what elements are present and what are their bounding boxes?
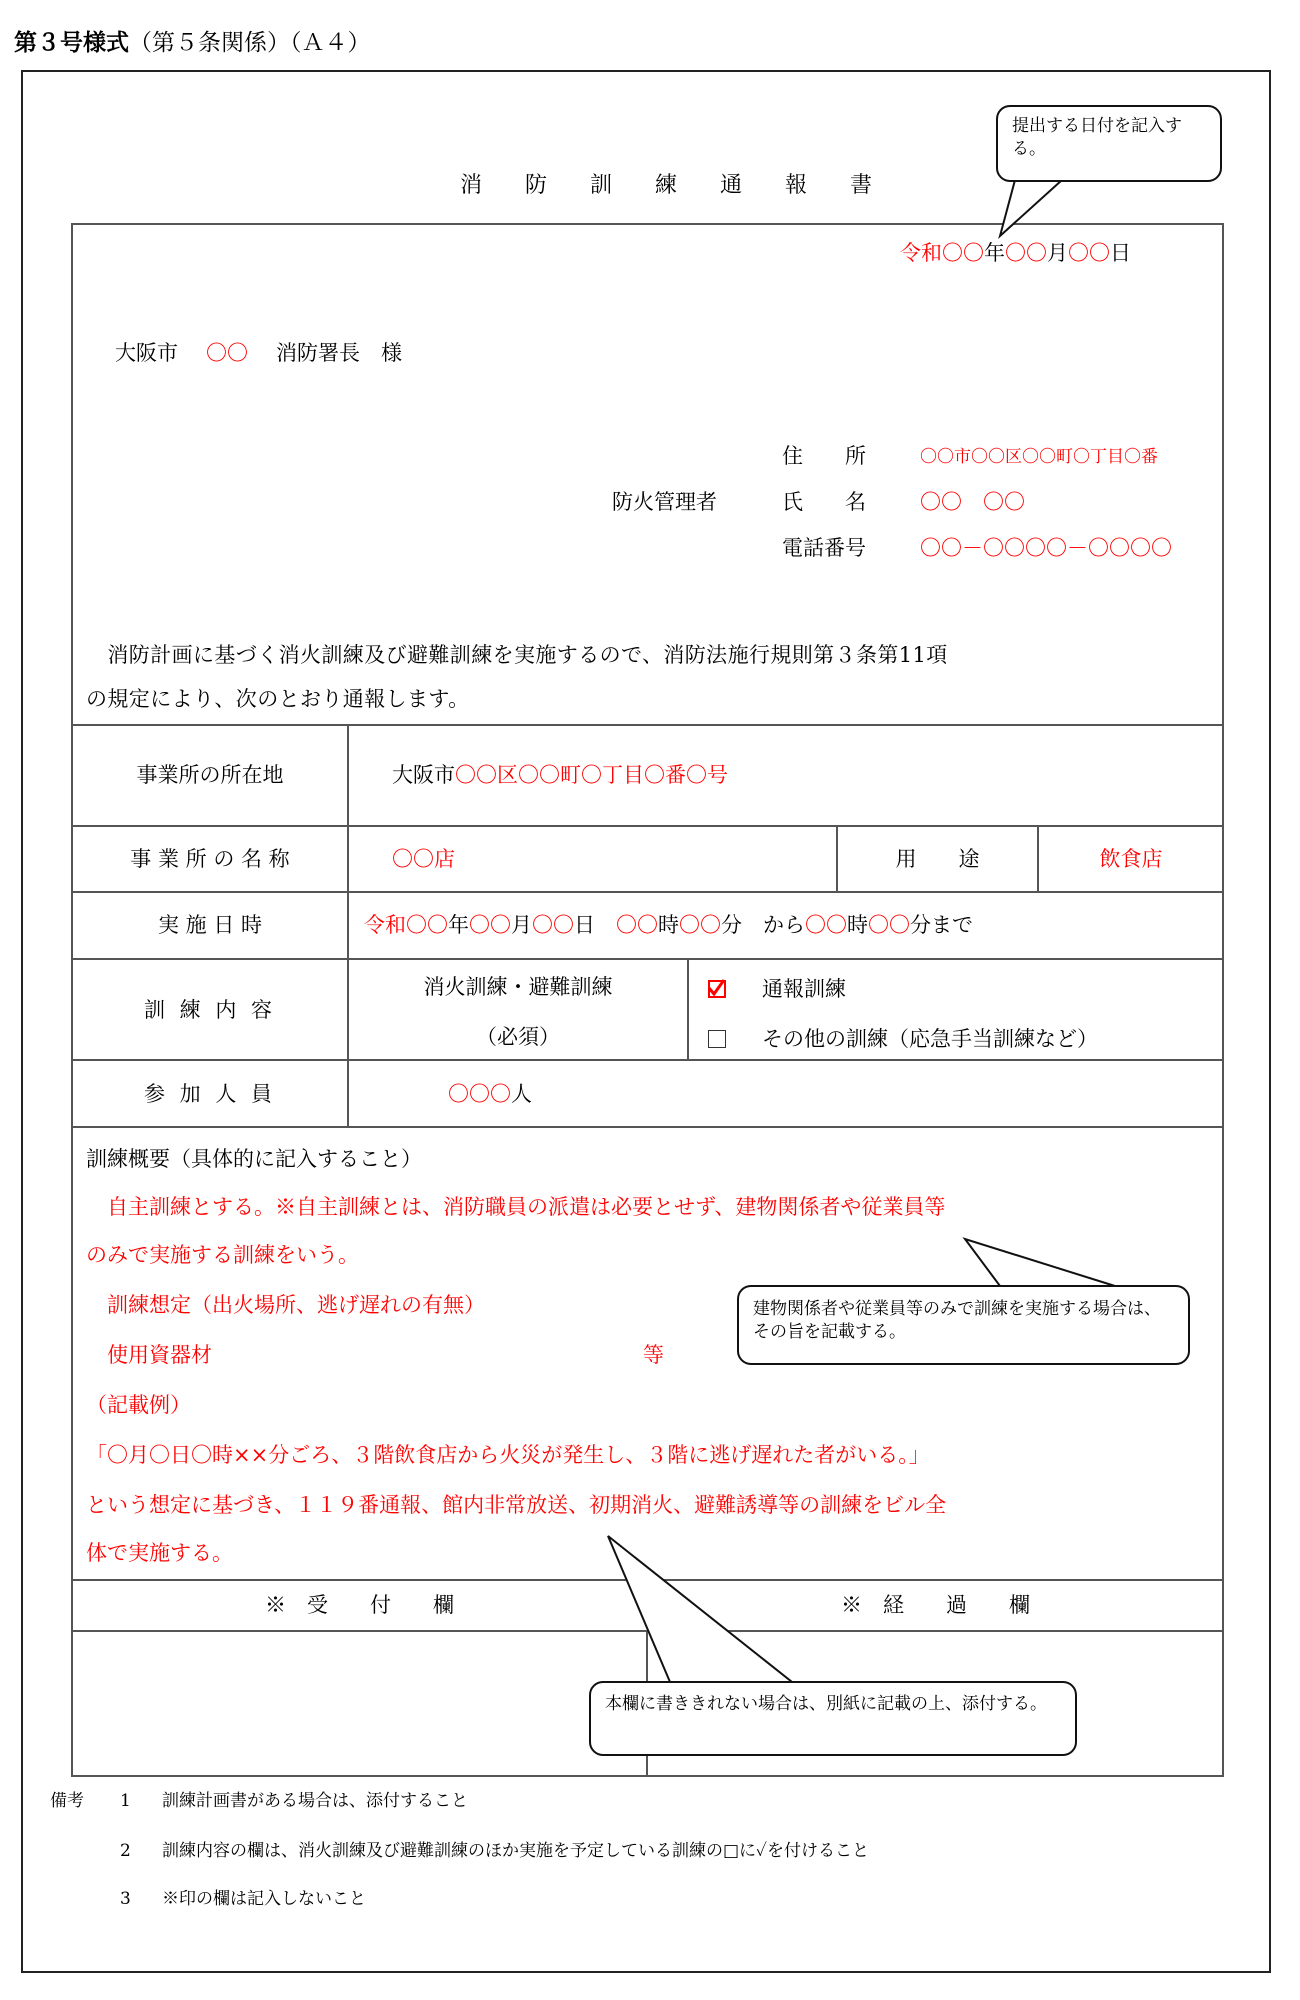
location-detail: 〇〇区〇〇町〇丁目〇番〇号 — [455, 763, 728, 787]
phone-value[interactable]: 〇〇－〇〇〇〇－〇〇〇〇 — [920, 536, 1172, 560]
location-city: 大阪市 — [392, 763, 455, 787]
summary-line-7[interactable]: という想定に基づき、１１９番通報、館内非常放送、初期消火、避難誘導等の訓練をビル全 — [86, 1493, 947, 1517]
summary-etc: 等 — [643, 1343, 664, 1367]
datetime-part: 時 — [658, 913, 679, 937]
fire-manager-label: 防火管理者 — [612, 490, 717, 514]
summary-line-8[interactable]: 体で実施する。 — [86, 1541, 233, 1565]
callout-overflow: 本欄に書ききれない場合は、別紙に記載の上、添付する。 — [589, 1681, 1077, 1756]
summary-line-5[interactable]: （記載例） — [86, 1393, 191, 1417]
summary-line-4[interactable]: 使用資器材 — [86, 1343, 212, 1367]
business-name-value[interactable]: 〇〇店 — [392, 847, 455, 871]
form-number: 第３号様式 — [14, 30, 129, 56]
summary-heading: 訓練概要（具体的に記入すること） — [86, 1147, 422, 1171]
note-text-3: ※印の欄は記入しないこと — [162, 1889, 366, 1909]
summary-line-2[interactable]: のみで実施する訓練をいう。 — [86, 1243, 359, 1267]
address-label: 住 所 — [782, 444, 866, 468]
note-number-3: 3 — [120, 1889, 131, 1909]
note-number-1: 1 — [120, 1791, 131, 1811]
option-other-training-label: その他の訓練（応急手当訓練など） — [762, 1027, 1098, 1051]
summary-line-1[interactable]: 自主訓練とする。※自主訓練とは、消防職員の派遣は必要とせず、建物関係者や従業員等 — [86, 1195, 946, 1219]
date-year: 〇〇 — [942, 241, 984, 265]
addressee-suffix: 消防署長 様 — [276, 341, 402, 365]
callout-date: 提出する日付を記入する。 — [996, 105, 1222, 182]
datetime-part: 〇〇 — [532, 913, 574, 937]
phone-label: 電話番号 — [782, 536, 866, 560]
datetime-part: 分 から — [721, 913, 805, 937]
date-month-unit: 月 — [1047, 241, 1068, 265]
participants-label: 参 加 人 員 — [143, 1082, 277, 1106]
intro-line-1: 消防計画に基づく消火訓練及び避難訓練を実施するので、消防法施行規則第３条第11項 — [86, 643, 948, 667]
datetime-part: 月 — [511, 913, 532, 937]
notes-label: 備考 — [50, 1791, 84, 1811]
datetime-part: 〇〇 — [679, 913, 721, 937]
date-day: 〇〇 — [1068, 241, 1110, 265]
location-label: 事業所の所在地 — [136, 763, 284, 787]
name-label: 氏 名 — [782, 490, 866, 514]
callout-self-training: 建物関係者や従業員等のみで訓練を実施する場合は、その旨を記載する。 — [737, 1285, 1190, 1365]
addressee-station[interactable]: 〇〇 — [206, 341, 248, 365]
datetime-part: 〇〇 — [616, 913, 658, 937]
datetime-part: 日 — [574, 913, 616, 937]
participants-unit: 人 — [511, 1082, 532, 1106]
datetime-part: 年 — [448, 913, 469, 937]
training-content-label: 訓 練 内 容 — [143, 998, 277, 1022]
datetime-part: 時 — [847, 913, 868, 937]
document-title: 消 防 訓 練 通 報 書 — [460, 173, 890, 198]
datetime-part: 〇〇 — [469, 913, 511, 937]
intro-line-2: の規定により、次のとおり通報します。 — [86, 687, 470, 711]
datetime-label: 実 施 日 時 — [157, 913, 263, 937]
summary-line-3[interactable]: 訓練想定（出火場所、逃げ遅れの有無） — [86, 1293, 485, 1317]
date-year-unit: 年 — [984, 241, 1005, 265]
date-month: 〇〇 — [1005, 241, 1047, 265]
datetime-part: 〇〇 — [868, 913, 910, 937]
note-number-2: 2 — [120, 1841, 131, 1861]
reception-column-label: ※ 受 付 欄 — [265, 1593, 454, 1617]
use-value[interactable]: 飲食店 — [1099, 847, 1163, 871]
required-note: （必須） — [476, 1025, 560, 1049]
required-training: 消火訓練・避難訓練 — [423, 975, 613, 999]
datetime-part: 分まで — [910, 913, 973, 937]
progress-column-label: ※ 経 過 欄 — [841, 1593, 1030, 1617]
use-label: 用 途 — [895, 847, 980, 871]
addressee-city: 大阪市 — [115, 341, 178, 365]
participants-count: 〇〇〇 — [448, 1082, 511, 1106]
date-era: 令和 — [900, 241, 942, 265]
datetime-part: 〇〇 — [805, 913, 847, 937]
name-value[interactable]: 〇〇 〇〇 — [920, 490, 1025, 514]
address-value[interactable]: 〇〇市〇〇区〇〇町〇丁目〇番 — [920, 447, 1158, 467]
date-day-unit: 日 — [1110, 241, 1131, 265]
datetime-part: 令和〇〇 — [364, 913, 448, 937]
note-text-1: 訓練計画書がある場合は、添付すること — [162, 1791, 468, 1811]
form-reference: （第５条関係）（Ａ４） — [129, 30, 371, 56]
summary-line-6[interactable]: 「〇月〇日〇時××分ごろ、３階飲食店から火災が発生し、３階に逃げ遅れた者がいる。」 — [86, 1443, 930, 1467]
note-text-2: 訓練内容の欄は、消火訓練及び避難訓練のほか実施を予定している訓練の□に✓を付けること — [162, 1841, 870, 1861]
option-report-training-label: 通報訓練 — [762, 977, 846, 1001]
business-name-label: 事 業 所 の 名 称 — [130, 847, 290, 871]
